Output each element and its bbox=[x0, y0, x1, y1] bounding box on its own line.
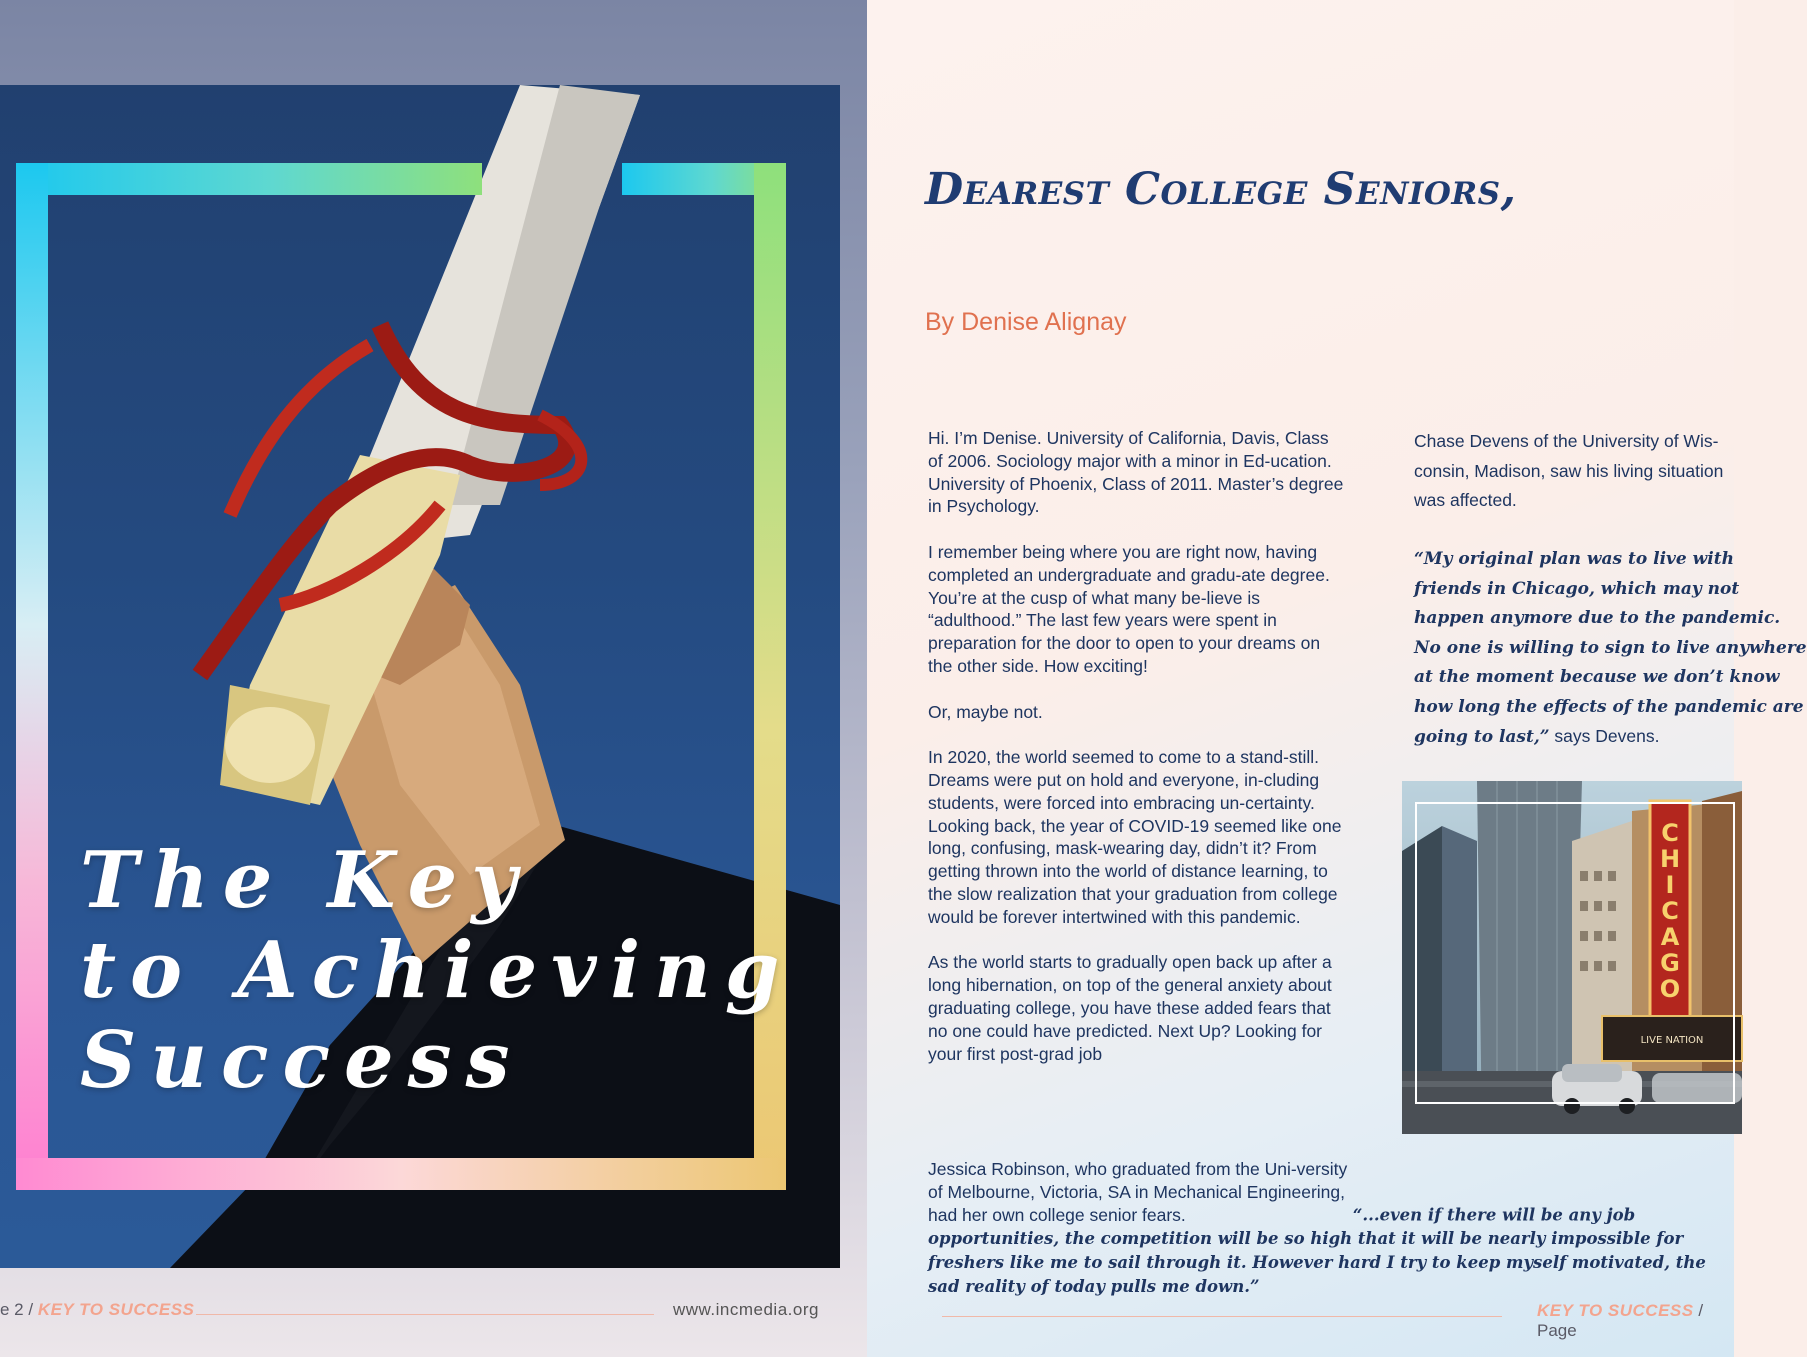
column-2-line: was affected. bbox=[1414, 490, 1517, 510]
paragraph: In 2020, the world seemed to come to a stand-still. Dreams were put on hold and everyone, in-cluding students, were forced into embracing un-certainty. Looking back, the year of COVID-19 seemed like one long, confusing, mask-wearing day, didn’t it? From getting thrown into the world of distance learning, to the slow realization that your graduation from college would be forever intertwined with this pandemic. bbox=[928, 747, 1342, 927]
right-footer bbox=[1537, 1301, 1734, 1341]
paragraph: Or, maybe not. bbox=[928, 701, 1043, 722]
cover-title-line: The Key bbox=[80, 835, 531, 926]
left-footer bbox=[0, 1300, 194, 1320]
cover-title bbox=[80, 836, 800, 1106]
robinson-quote: “...even if there will be any job opportunities, the competition will be so high that it will be nearly impossible for freshers like me to sail through it. However hard I try to keep myself motivated, the sad reality of today pulls me down.” bbox=[928, 1205, 1706, 1296]
svg-text:LIVE NATION: LIVE NATION bbox=[1640, 1035, 1704, 1046]
paragraph: As the world starts to gradually open back up after a long hibernation, on top of the general anxiety about graduating college, you have these added fears that no one could have predicted. Next Up? Looking for your first post-grad job bbox=[928, 952, 1332, 1064]
cover-title-line: to Achieving bbox=[80, 925, 794, 1016]
article-column-1 bbox=[928, 427, 1348, 1088]
cover-title-line: Success bbox=[80, 1015, 524, 1106]
devens-quote-line: friends in Chicago, which may not bbox=[1414, 578, 1740, 599]
column-2-line: consin, Madison, saw his living situation bbox=[1414, 460, 1724, 481]
column-2-line: Chase Devens of the University of Wis- bbox=[1414, 431, 1719, 451]
section-name-right: KEY TO SUCCESS bbox=[1537, 1301, 1694, 1320]
robinson-paragraph bbox=[928, 1158, 1728, 1299]
chicago-theatre-photo bbox=[1402, 781, 1742, 1134]
chicago-sign-text: C H I C A G O bbox=[1659, 819, 1681, 1003]
footer-rule-right bbox=[942, 1316, 1502, 1317]
right-page bbox=[867, 0, 1807, 1357]
left-page bbox=[0, 0, 867, 1357]
devens-quote-line: No one is willing to sign to live anywhere bbox=[1414, 637, 1807, 658]
page-number-left: e 2 / bbox=[0, 1300, 38, 1319]
footer-rule-left bbox=[196, 1314, 654, 1315]
paragraph: Hi. I’m Denise. University of California, Davis, Class of 2006. Sociology major with a minor in Ed-ucation. University of Phoenix, Class of 2011. Master’s degree in Psychology. bbox=[928, 428, 1344, 517]
section-name-left: KEY TO SUCCESS bbox=[37, 1300, 195, 1319]
devens-quote-line: at the moment because we don’t know bbox=[1414, 667, 1780, 687]
robinson-intro: Jessica Robinson, who graduated from the Uni-versity of Melbourne, Victoria, SA in Mechanical Engineering, had her own college senior fears. bbox=[928, 1159, 1348, 1225]
paragraph: I remember being where you are right now, having completed an undergraduate and gradu-ate degree. You’re at the cusp of what many be-lieve is “adulthood.” The last few years were spent in preparation for the door to open to your dreams on the other side. How exciting! bbox=[928, 541, 1330, 676]
devens-quote-line: “My original plan was to live with bbox=[1414, 549, 1734, 569]
devens-quote-line: happen anymore due to the pandemic. bbox=[1414, 608, 1781, 628]
byline: By Denise Alignay bbox=[925, 308, 1127, 336]
article-column-2 bbox=[1414, 427, 1807, 753]
devens-attribution: says Devens. bbox=[1549, 726, 1660, 746]
devens-quote-line: going to last,” bbox=[1414, 727, 1550, 747]
article-heading: Dearest College Seniors, bbox=[925, 164, 1517, 215]
website-url[interactable]: www.incmedia.org bbox=[673, 1300, 819, 1319]
page-number-right: / Page bbox=[1537, 1301, 1704, 1340]
devens-quote-line: how long the effects of the pandemic are bbox=[1414, 696, 1804, 717]
